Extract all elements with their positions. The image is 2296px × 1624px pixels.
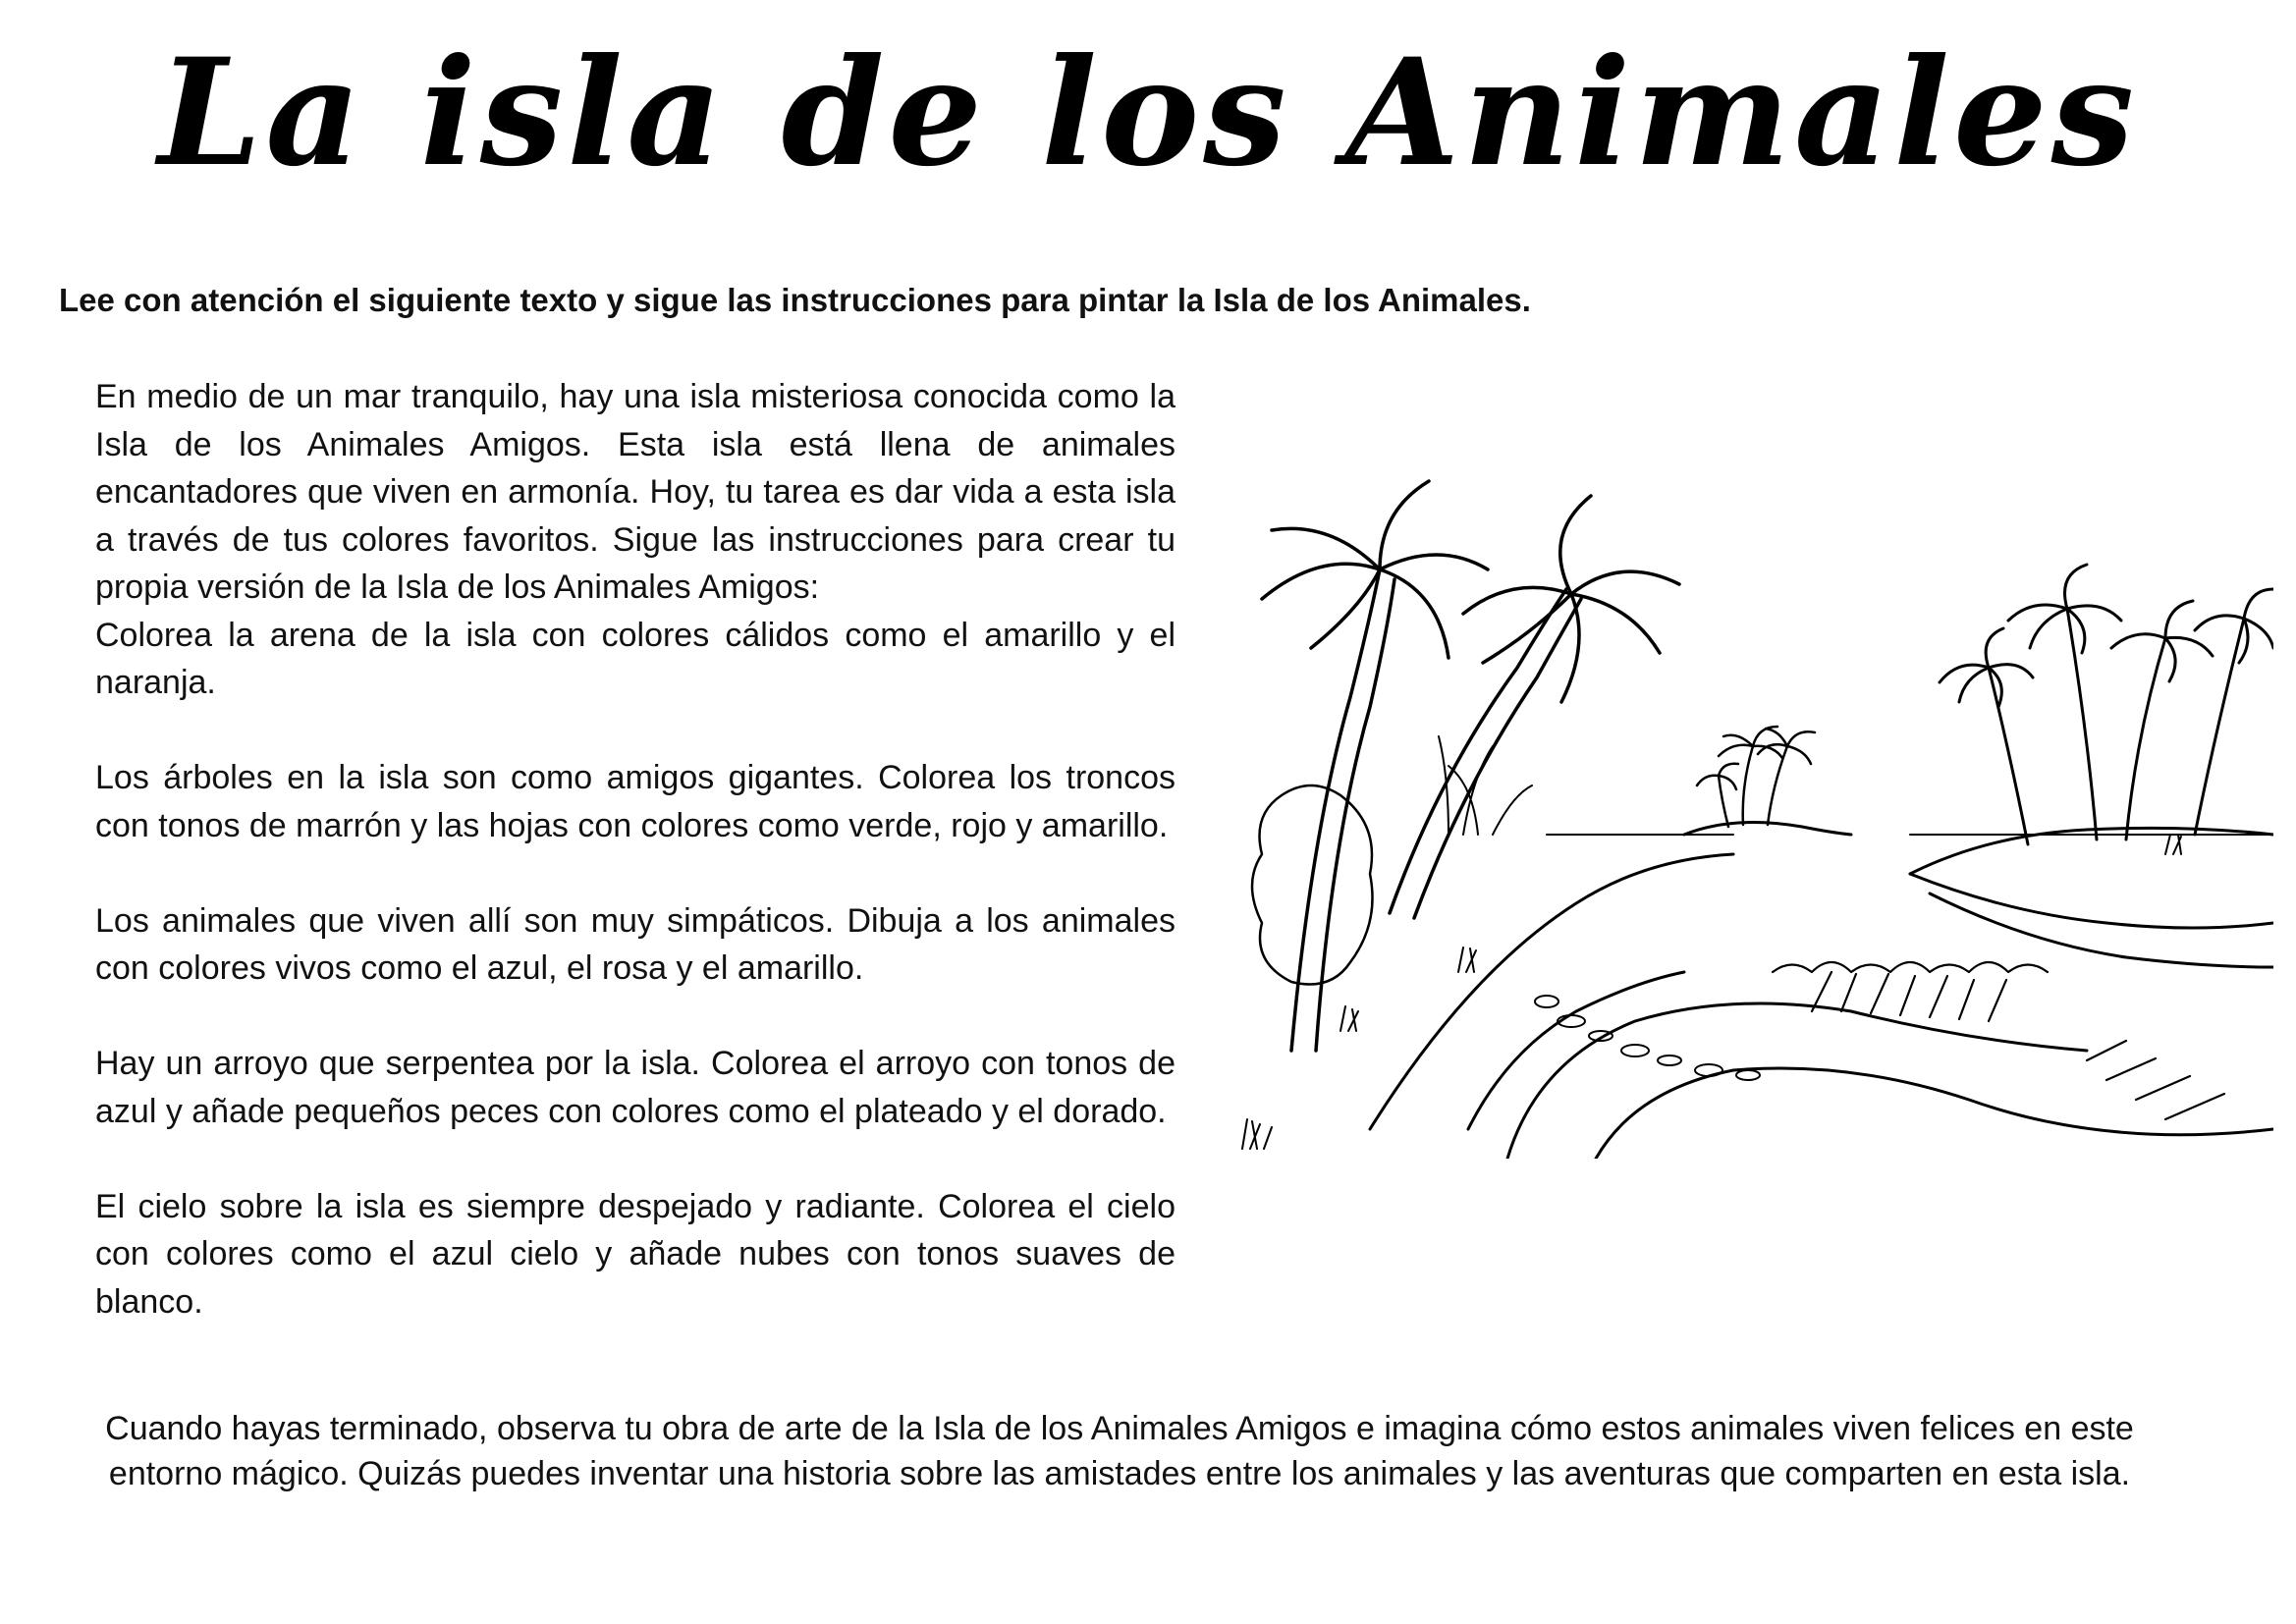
small-island-palms	[1697, 727, 1815, 827]
left-palms	[1262, 481, 1679, 1051]
right-island-palms	[1940, 565, 2273, 844]
closing-text: Cuando hayas terminado, observa tu obra de arte de la Isla de los Animales Amigos e imagina cómo estos animales viven felices en este entorno mágico. Quizás puedes inventar una historia sobre las amistades entre los animales y las aventuras que comparten en esta isla.	[105, 1410, 2134, 1492]
instruction-text: Lee con atención el siguiente texto y sigue las instrucciones para pintar la Isla de los Animales.	[59, 282, 1531, 318]
paragraph-intro: En medio de un mar tranquilo, hay una isla misteriosa conocida como la Isla de los Animales Amigos. Esta isla está llena de animales encantadores que viven en armonía. Hoy, tu tarea es dar vida a esta isla a través de tus colores favoritos. Sigue las instrucciones para crear tu propia versión de la Isla de los Animales Amigos:	[95, 378, 1175, 606]
stream-curve	[1507, 1003, 2087, 1159]
foam-pebbles	[1535, 996, 1760, 1080]
paragraph-sky: El cielo sobre la isla es siempre despejado y radiante. Colorea el cielo con colores como el azul cielo y añade nubes con tonos suaves de blanco.	[95, 1187, 1175, 1321]
paragraph-animals: Los animales que viven allí son muy simpáticos. Dibuja a los animales con colores vivos como el azul, el rosa y el amarillo.	[95, 901, 1175, 987]
right-shore	[1910, 874, 2273, 928]
island-illustration	[1223, 422, 2273, 1159]
shoreline-inner	[1468, 972, 1684, 1129]
paragraph-sand: Colorea la arena de la isla con colores cálidos como el amarillo y el naranja.	[95, 616, 1175, 701]
paragraph-stream: Hay un arroyo que serpentea por la isla. Colorea el arroyo con tonos de azul y añade pequeños peces con colores como el plateado y el dorado.	[95, 1045, 1175, 1130]
stream-curve-2	[1596, 1068, 2273, 1159]
page-title: La isla de los Animales	[157, 27, 2139, 199]
bush-grass	[1439, 736, 1532, 835]
paragraph-trees: Los árboles en la isla son como amigos gigantes. Colorea los troncos con tonos de marrón y las hojas con colores como verde, rojo y amarillo.	[95, 759, 1175, 844]
grass-tufts	[1242, 835, 2181, 1149]
right-shore-2	[1930, 893, 2273, 967]
story-text	[95, 373, 1175, 1326]
